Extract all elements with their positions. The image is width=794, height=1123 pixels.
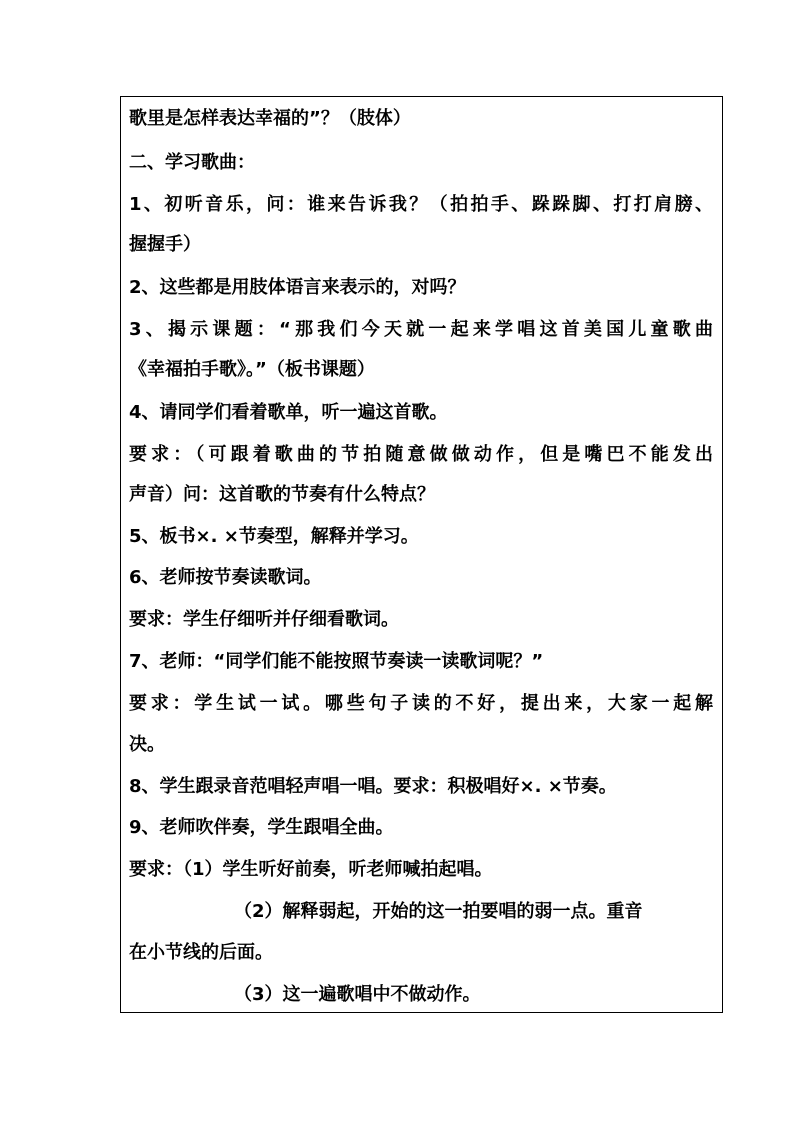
text-line-12: 6、老师按节奏读歌词。 xyxy=(129,567,322,588)
text-line-21: 在小节线的后面。 xyxy=(129,942,273,963)
text-line-17: 8、学生跟录音范唱轻声唱一唱。要求：积极唱好×. ×节奏。 xyxy=(129,776,617,797)
text-line-7: 《幸福拍手歌》。”（板书课题） xyxy=(129,359,375,380)
text-line-20: （2）解释弱起，开始的这一拍要唱的弱一点。重音 xyxy=(234,901,643,922)
text-line-2: 二、学习歌曲： xyxy=(129,152,255,173)
text-line-5: 2、这些都是用肢体语言来表示的，对吗？ xyxy=(129,277,466,298)
text-line-11: 5、板书×. ×节奏型，解释并学习。 xyxy=(129,526,419,547)
text-line-3: 1、初听音乐，问：谁来告诉我？（拍拍手、跺跺脚、打打肩膀、 xyxy=(129,194,713,215)
text-line-15: 要求：学生试一试。哪些句子读的不好，提出来，大家一起解 xyxy=(129,693,713,714)
text-line-1: 歌里是怎样表达幸福的”？（肢体） xyxy=(129,108,411,129)
text-line-6: 3、揭示课题：“那我们今天就一起来学唱这首美国儿童歌曲 xyxy=(129,319,713,340)
text-line-16: 决。 xyxy=(129,734,165,755)
text-line-9: 要求：（可跟着歌曲的节拍随意做做动作，但是嘴巴不能发出 xyxy=(129,444,713,465)
lesson-table-cell xyxy=(120,96,723,1013)
text-line-13: 要求：学生仔细听并仔细看歌词。 xyxy=(129,609,399,630)
text-line-4: 握握手） xyxy=(129,234,201,255)
text-line-14: 7、老师：“同学们能不能按照节奏读一读歌词呢？” xyxy=(129,651,544,672)
text-line-8: 4、请同学们看着歌单，听一遍这首歌。 xyxy=(129,402,448,423)
text-line-10: 声音）问：这首歌的节奏有什么特点？ xyxy=(129,484,435,505)
text-line-22: （3）这一遍歌唱中不做动作。 xyxy=(234,984,481,1005)
text-line-19: 要求：（1）学生听好前奏，听老师喊拍起唱。 xyxy=(129,859,493,880)
text-line-18: 9、老师吹伴奏，学生跟唱全曲。 xyxy=(129,817,394,838)
